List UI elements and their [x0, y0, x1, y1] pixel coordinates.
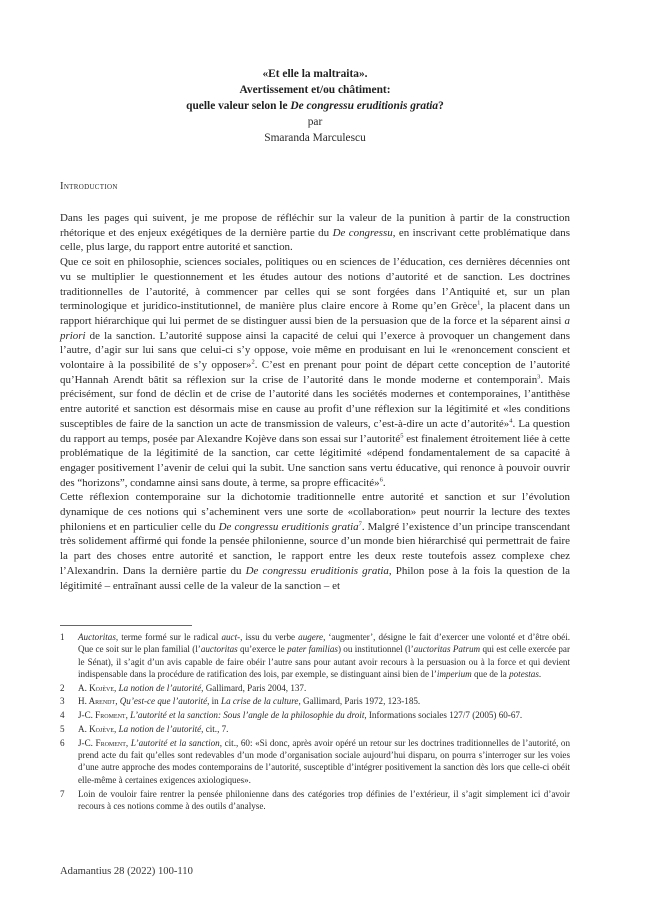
footnote-ref: 6: [379, 476, 383, 484]
footnote-1: 1 Auctoritas, terme formé sur le radical auct-, issu du verbe augere, ‘augmenter’, désigne le fait d’exercer une volonté et d’être obéi. Que ce soit sur le plan familial (l’auctoritas qu’exerce le pater familias) ou institutionnel (l’auctoritas Patrum qui est celle exercée par le Sénat), il s’agit d’un avis capable de faire obéir l’autre sans pour autant avoir recours à la persuasion ou à la force et qui devient indispensable dans la procédure de ratification des lois, par exemple, se distinguant ainsi bien de l’imperium que de la potestas.: [60, 632, 570, 679]
footnote-7: 7 Loin de vouloir faire rentrer la pensée philonienne dans des catégories trop définies de l’extérieur, il s’agit simplement ici d’avoir recours à ces notions comme à des outils d’analyse.: [60, 788, 570, 811]
footnote-4: 4 J-C. Froment, L’autorité et la sanction: Sous l’angle de la philosophie du droit, Informations sociales 127/7 (2005) 60-67.: [60, 710, 523, 721]
body-text: [60, 211, 570, 593]
journal-footer: Adamantius 28 (2022) 100-110: [60, 866, 193, 877]
footnote-5: 5 A. Kojève, La notion de l’autorité, cit., 7.: [60, 724, 229, 735]
title-line-3: quelle valeur selon le De congressu eruditionis gratia?: [186, 100, 444, 112]
byline-par: par: [307, 116, 323, 128]
title-line-2: Avertissement et/ou châtiment:: [239, 84, 391, 96]
paragraph: Cette réflexion contemporaine sur la dichotomie traditionnelle entre autorité et sanction et sur l’évolution dynamique de ces notions qui s’acheminent vers une sorte de «collaboration» peut nourrir la lecture des textes philoniens et en particulier celle du De congressu eruditionis gratia$^7$. Malgré l’existence d’un principe transcendant très solidement affirmé qui fonde la pensée philonienne, source d’un monde bien hiérarchisé qui permettrait de faire la part des choses entre autorité et sanction, le rapport entre les deux reste toutefois assez complexe chez l’Alexandrin. Dans la dernière partie du De congressu eruditionis gratia, Philon pose à la fois la question de la légitimité – entraînant aussi celle de la valeur de la sanction – et: [60, 491, 571, 592]
footnote-ref: 3: [537, 373, 541, 381]
paragraph: Que ce soit en philosophie, sciences sociales, politiques ou en sciences de l’éducation, ces dernières décennies ont vu se multiplier le questionnement et les études autour des notions d’autorité et de sanction. Les doctrines traditionnelles de l’autorité, à commencer par celles qui se sont forgées dans l’Antiquité et, sur un plan terminologique et juridico-institutionnel, de manière plus claire encore à Rome qu’en Grèce$^1$, la placent dans un rapport hiérarchique qui lui permet de se distinguer aussi bien de la persuasion que de la force et la séparent ainsi a priori de la sanction. L’autorité suppose ainsi la capacité de celui qui l’exerce à provoquer un changement dans l’autre, d’agir sur lui sans que celui-ci s’y oppose, voie même en produisant en lui le «renoncement conscient et volontaire à la possibilité de s’y opposer»$^2$. C’est en prenant pour point de départ cette conception de l’autorité qu’Hannah Arendt bâtit sa réflexion sur la crise de l’autorité dans le monde moderne et contemporain$^3$. Mais précisément, sur fond de déclin et de crise de l’autorité dans les sociétés modernes et contemporaines, l’antithèse entre autorité et sanction est désormais mise en cause au profit d’une réflexion sur la légitimité et «les conditions susceptibles de faire de la sanction un acte de transmission de valeurs, c’est-à-dire un acte d’autorité»$^4$. La question du rapport au temps, posée par Alexandre Kojève dans son essai sur l’autorité$^5$ est finalement étroitement liée à cette problématique de la légitimité de la sanction, car cette légitimité «dépend fondamentalement de sa capacité à engager positivement l’avenir de celui qui la subit. Une sanction sans vertu éducative, qui renonce à pouvoir ouvrir des “horizons”, condamne ainsi sans doute, à terme, sa propre efficacité»$^6$.: [60, 256, 571, 489]
author-name: Smaranda Marculescu: [264, 132, 366, 144]
section-heading: Introduction: [60, 181, 118, 192]
footnote-ref: 4: [509, 417, 513, 425]
title-line-1: «Et elle la maltraita».: [262, 68, 368, 80]
footnote-divider: [60, 625, 192, 626]
footnote-ref: 2: [251, 358, 255, 366]
footnote-ref: 7: [358, 520, 362, 528]
paragraph: Dans les pages qui suivent, je me propose de réfléchir sur la valeur de la punition à partir de la construction rhétorique et des enjeux exégétiques de la dernière partie du De congressu, en inscrivant cette problématique dans celle, plus large, du rapport entre autorité et sanction.: [60, 212, 571, 254]
footnote-6: 6 J-C. Froment, L’autorité et la sanction, cit., 60: «Si donc, après avoir opéré un retour sur les doctrines traditionnelles de l’autorité, on prend acte du fait qu’elles sont redevables d’un mode d’organisation sociale aujourd’hui disparu, on pourra s’interroger sur les voies d’une autre approche des modes contemporains de l’autorité, susceptible d’intégrer positivement la sanction dès lors que celle-ci obéit elle-même à certaines exigences axiologiques».: [60, 737, 570, 785]
article-title-block: [60, 66, 570, 146]
footnote-2: 2 A. Kojève, La notion de l’autorité, Gallimard, Paris 2004, 137.: [60, 682, 307, 693]
footnote-ref: 5: [400, 431, 404, 439]
footnote-ref: 1: [477, 299, 481, 307]
footnote-3: 3 H. Arendt, Qu’est-ce que l’autorité, in La crise de la culture, Gallimard, Paris 1972, 123-185.: [60, 696, 421, 707]
footnotes: [60, 631, 570, 814]
